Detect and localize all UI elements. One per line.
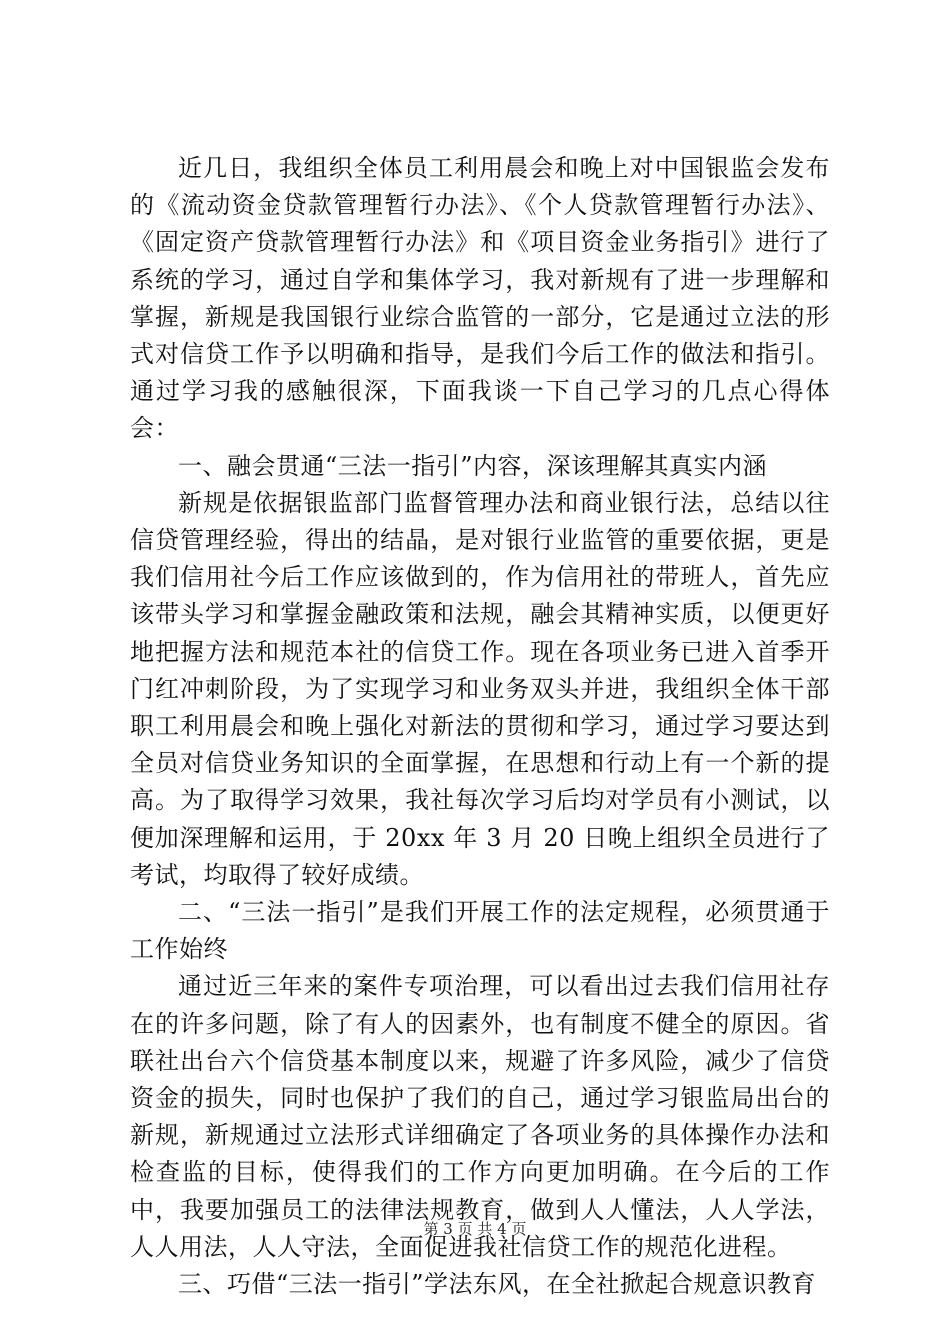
paragraph-section-1: 新规是依据银监部门监督管理办法和商业银行法，总结以往信贷管理经验，得出的结晶，是对银行业监管的重要依据，更是我们信用社今后工作应该做到的，作为信用社的带班人，首先应该带头学习和掌握金融政策和法规，融会其精神实质，以便更好地把握方法和规范本社的信贷工作。现在各项业务已进入首季开门红冲刺阶段，为了实现学习和业务双头并进，我组织全体干部职工利用晨会和晚上强化对新法的贯彻和学习，通过学习要达到全员对信贷业务知识的全面掌握，在思想和行动上有一个新的提高。为了取得学习效果，我社每次学习后均对学员有小测试，以便加深理解和运用，于 20xx 年 3 月 20 日晚上组织全员进行了考试，均取得了较好成绩。 — [130, 488, 830, 889]
section-heading-1: 一、融会贯通“三法一指引”内容，深该理解其真实内涵 — [178, 451, 768, 480]
page-footer: 第 3 页 共 4 页 — [423, 1220, 527, 1238]
paragraph-section-2: 通过近三年来的案件专项治理，可以看出过去我们信用社存在的许多问题，除了有人的因素外，也有制度不健全的原因。省联社出台六个信贷基本制度以来，规避了许多风险，减少了信贷资金的损失，同时也保护了我们的自己，通过学习银监局出台的新规，新规通过立法形式详细确定了各项业务的具体操作办法和检查监的目标，使得我们的工作方向更加明确。在今后的工作中，我要加强员工的法律法规教育，做到人人懂法，人人学法，人人用法，人人守法，全面促进我社信贷工作的规范化进程。 — [130, 972, 830, 1261]
section-heading-3: 三、巧借“三法一指引”学法东风，在全社掀起合规意识教育 — [178, 1270, 817, 1299]
document-body — [130, 150, 830, 1303]
paragraph-intro: 近几日，我组织全体员工利用晨会和晚上对中国银监会发布的《流动资金贷款管理暂行办法》、《个人贷款管理暂行办法》、《固定资产贷款管理暂行办法》和《项目资金业务指引》进行了系统的学习，通过自学和集体学习，我对新规有了进一步理解和掌握，新规是我国银行业综合监管的一部分，它是通过立法的形式对信贷工作予以明确和指导，是我们今后工作的做法和指引。通过学习我的感触很深，下面我谈一下自己学习的几点心得体会： — [130, 154, 830, 443]
section-heading-2: 二、“三法一指引”是我们开展工作的法定规程，必须贯通于工作始终 — [130, 898, 830, 964]
